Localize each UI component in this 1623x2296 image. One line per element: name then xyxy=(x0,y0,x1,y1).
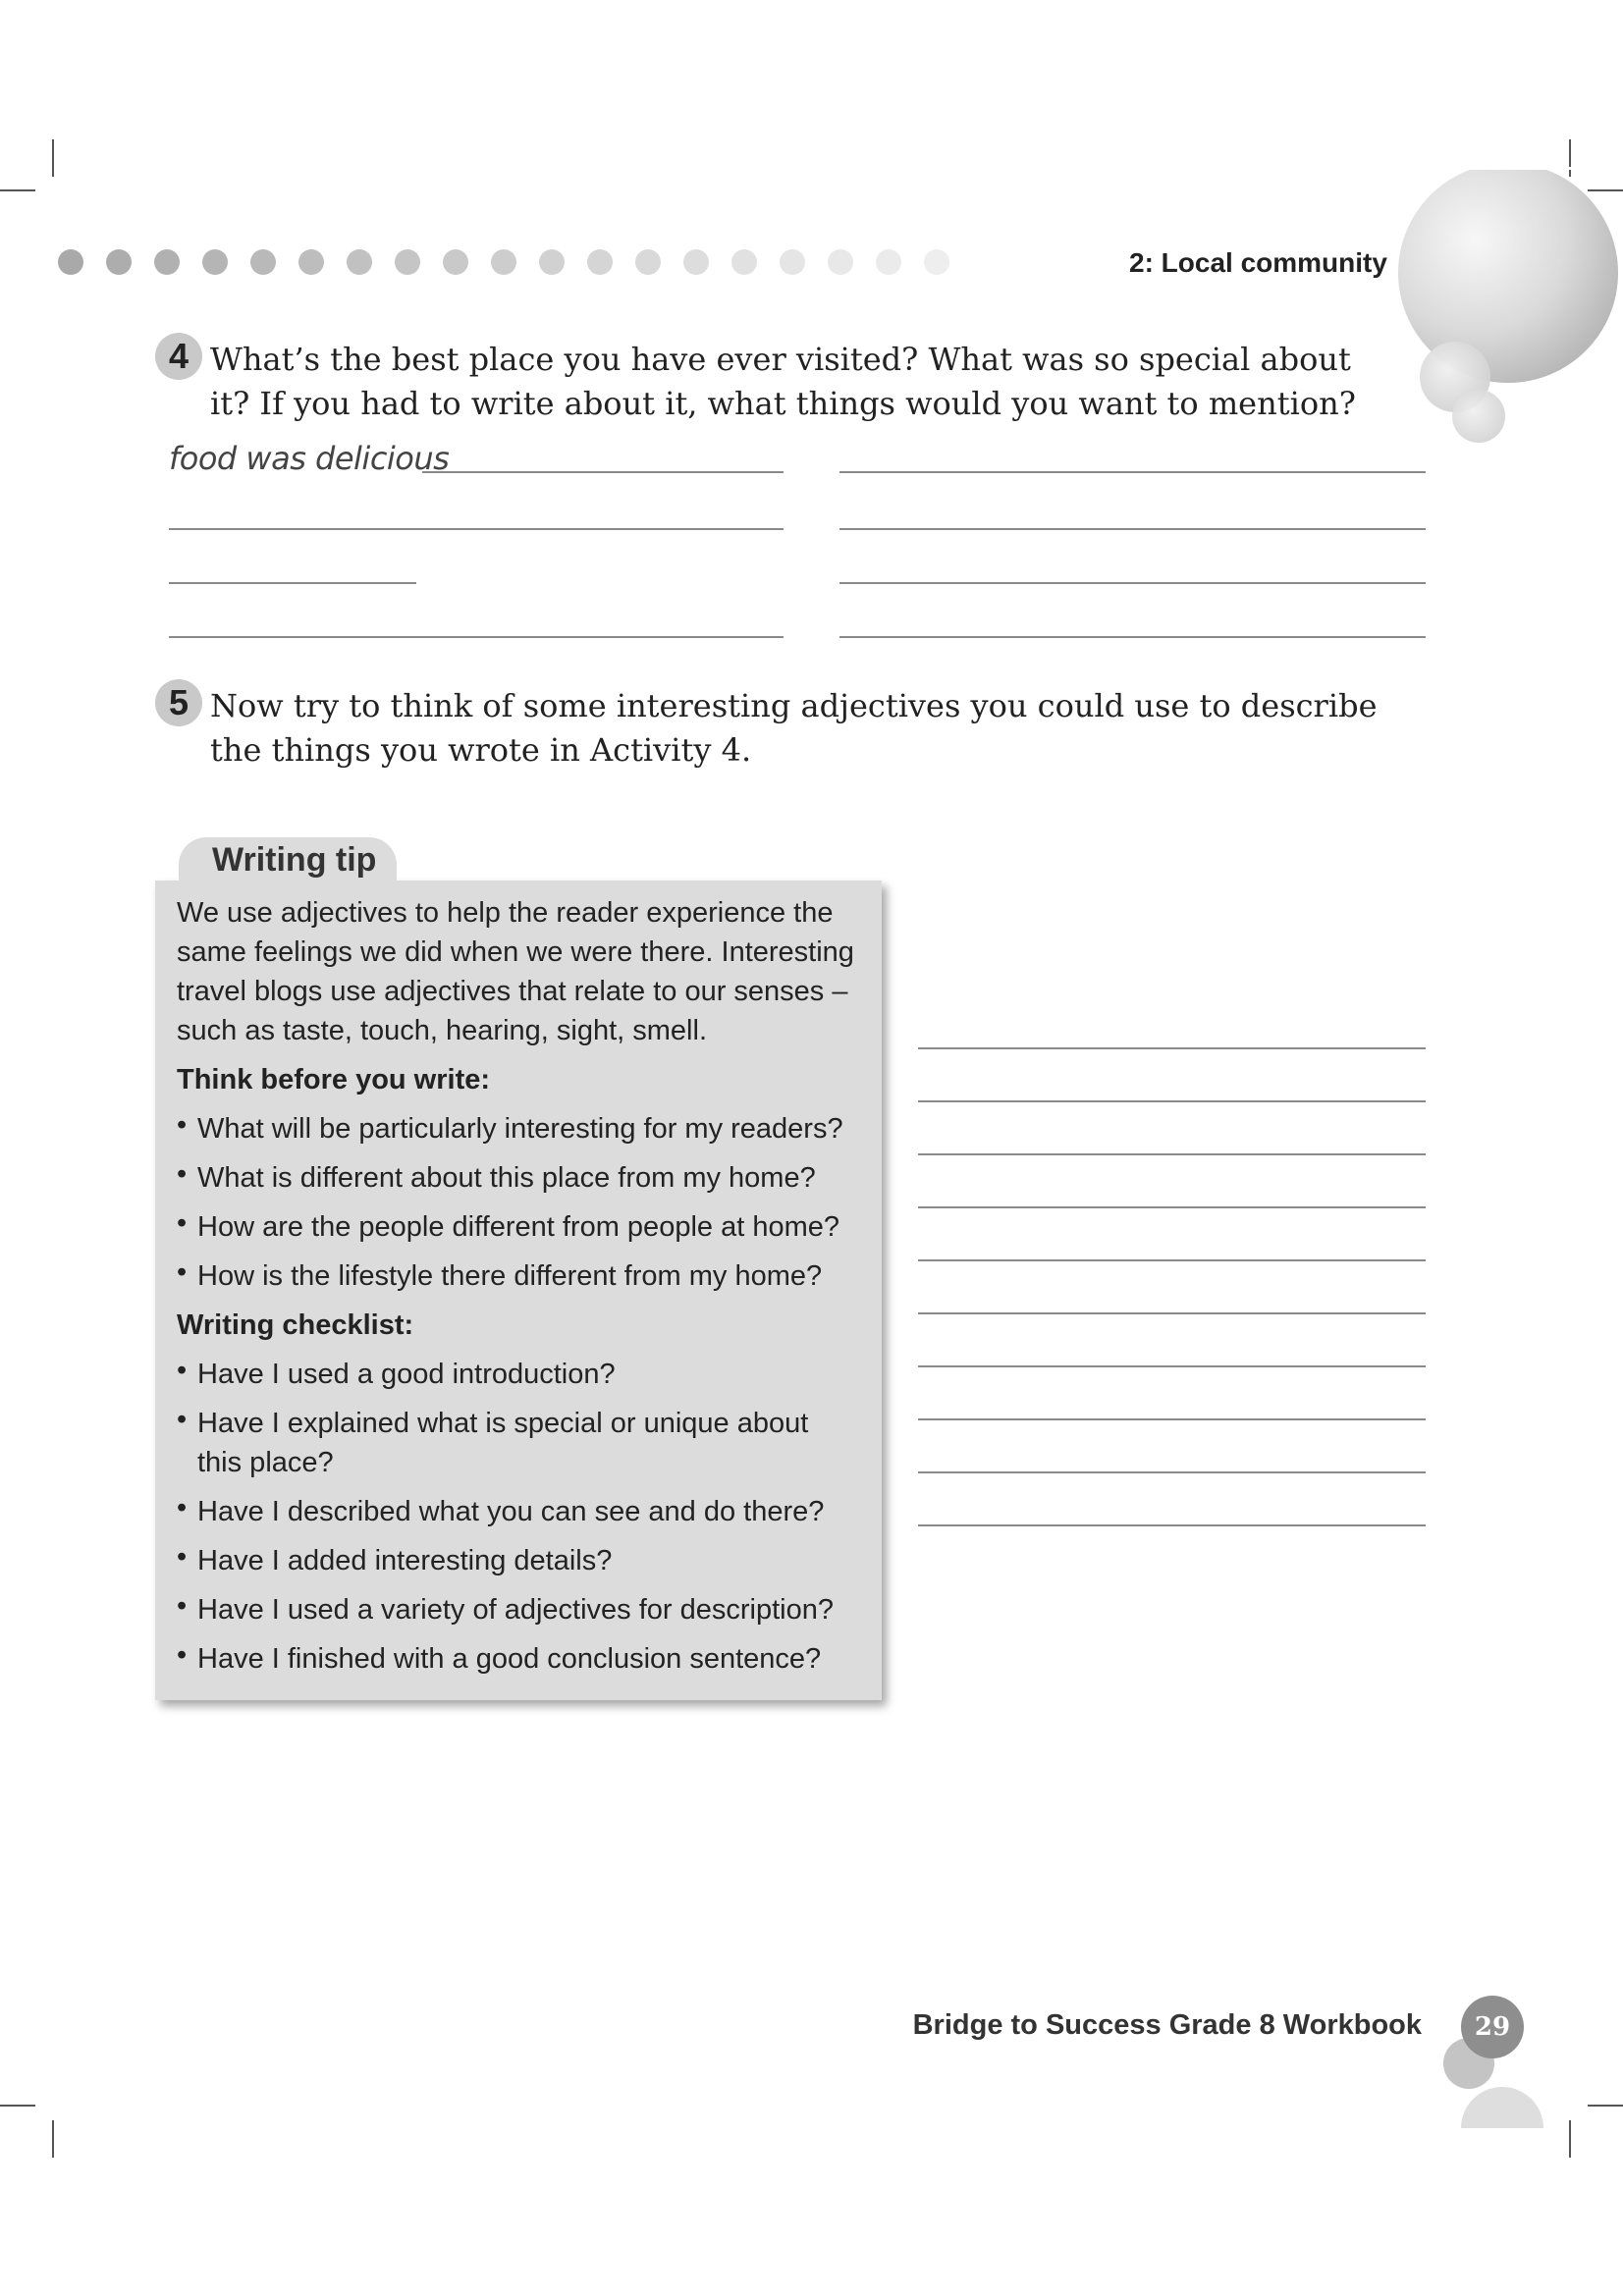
think-item: How are the people different from people at home? xyxy=(197,1211,839,1243)
writing-line[interactable] xyxy=(918,1206,1426,1208)
writing-line[interactable] xyxy=(918,1100,1426,1102)
writing-line[interactable] xyxy=(918,1259,1426,1261)
activity-number-badge: 5 xyxy=(155,679,202,726)
bullet: • xyxy=(177,1109,188,1141)
writing-tip-title: Writing tip xyxy=(212,841,377,879)
think-item: How is the lifestyle there different from my home? xyxy=(197,1260,823,1292)
header-dot xyxy=(106,249,132,275)
checklist-item: Have I used a variety of adjectives for description? xyxy=(197,1594,834,1626)
bubble-small xyxy=(1452,390,1505,443)
writing-line[interactable] xyxy=(918,1471,1426,1473)
bullet: • xyxy=(177,1158,188,1190)
crop-mark xyxy=(0,189,35,191)
bullet: • xyxy=(177,1355,188,1386)
activity-4-question: What’s the best place you have ever visited? What was so special about it? If you had to write about it, what things would you want to mention? xyxy=(210,341,1356,422)
writing-line[interactable] xyxy=(918,1524,1426,1526)
writing-line[interactable] xyxy=(839,582,1426,584)
writing-line[interactable] xyxy=(918,1312,1426,1314)
header-dot xyxy=(298,249,324,275)
header-dot xyxy=(780,249,805,275)
header-dot xyxy=(828,249,853,275)
bullet: • xyxy=(177,1639,188,1671)
footer-book-title: Bridge to Success Grade 8 Workbook xyxy=(912,2009,1422,2041)
page-number: 29 xyxy=(1461,1996,1524,2058)
activity-5-question: Now try to think of some interesting adjectives you could use to describe the things you wrote in Activity 4. xyxy=(210,687,1378,769)
activity-number-badge: 4 xyxy=(155,333,202,380)
header-dot xyxy=(491,249,516,275)
checklist-item: Have I explained what is special or unique about this place? xyxy=(197,1408,809,1478)
header-dot xyxy=(443,249,468,275)
bullet: • xyxy=(177,1207,188,1239)
bubble-large xyxy=(1398,167,1618,383)
header-dot xyxy=(202,249,228,275)
crop-mark xyxy=(1569,2120,1571,2158)
bullet: • xyxy=(177,1541,188,1573)
crop-mark xyxy=(0,2105,35,2107)
handwritten-answer: food was delicious xyxy=(169,440,450,477)
writing-line[interactable] xyxy=(169,636,784,638)
header-dot xyxy=(154,249,180,275)
header-dot xyxy=(683,249,709,275)
think-item: What is different about this place from my home? xyxy=(197,1162,816,1194)
crop-mark xyxy=(52,2120,54,2158)
writing-tip-intro: We use adjectives to help the reader experience the same feelings we did when we were there. Interesting travel blogs use adjectives that relate to our senses – such as taste, touch, hearing, sight, smell. xyxy=(177,897,854,1046)
writing-line[interactable] xyxy=(422,471,784,473)
bullet: • xyxy=(177,1492,188,1523)
writing-line[interactable] xyxy=(918,1047,1426,1049)
header-dot xyxy=(731,249,757,275)
writing-line[interactable] xyxy=(839,528,1426,530)
writing-line[interactable] xyxy=(918,1153,1426,1155)
writing-line[interactable] xyxy=(918,1365,1426,1367)
header-dot xyxy=(924,249,949,275)
writing-line[interactable] xyxy=(918,1418,1426,1420)
header-dot xyxy=(395,249,420,275)
header-dot xyxy=(587,249,613,275)
crop-mark xyxy=(1588,2105,1623,2107)
think-heading: Think before you write: xyxy=(177,1064,491,1095)
writing-line[interactable] xyxy=(839,636,1426,638)
writing-line[interactable] xyxy=(169,582,416,584)
checklist-item: Have I described what you can see and do there? xyxy=(197,1496,825,1527)
crop-mark xyxy=(52,139,54,177)
bullet: • xyxy=(177,1590,188,1622)
checklist-heading: Writing checklist: xyxy=(177,1309,414,1341)
writing-line[interactable] xyxy=(169,528,784,530)
chapter-title: 2: Local community xyxy=(1129,247,1387,278)
checklist-item: Have I added interesting details? xyxy=(197,1545,613,1576)
header-dot xyxy=(58,249,83,275)
writing-line[interactable] xyxy=(839,471,1426,473)
think-item: What will be particularly interesting for my readers? xyxy=(197,1113,843,1145)
bullet: • xyxy=(177,1404,188,1435)
checklist-item: Have I finished with a good conclusion sentence? xyxy=(197,1643,822,1675)
bullet: • xyxy=(177,1256,188,1288)
header-dot xyxy=(347,249,372,275)
header-dot xyxy=(876,249,901,275)
header-dot xyxy=(539,249,565,275)
checklist-item: Have I used a good introduction? xyxy=(197,1359,616,1390)
header-dot xyxy=(635,249,661,275)
header-dot xyxy=(250,249,276,275)
decorative-bubbles xyxy=(1365,167,1623,452)
